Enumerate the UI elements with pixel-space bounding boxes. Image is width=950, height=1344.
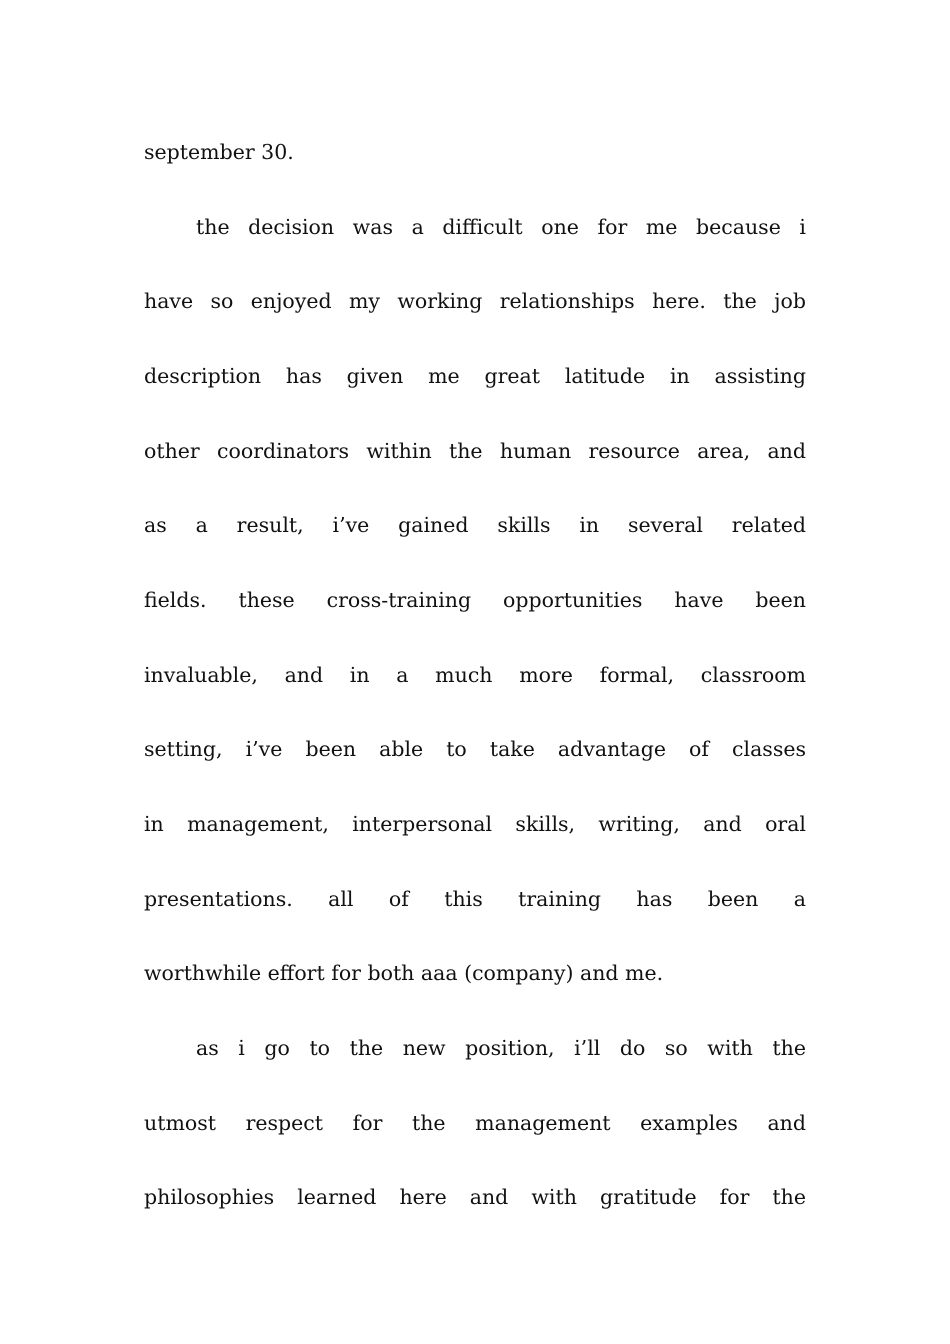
text-line: fields. these cross-training opportunities have been [144, 588, 806, 612]
text-line: description has given me great latitude in assisting [144, 364, 806, 388]
text-line: setting, i’ve been able to take advantage of classes [144, 737, 806, 761]
text-line: worthwhile effort for both aaa (company) and me. [144, 961, 664, 985]
text-line: philosophies learned here and with gratitude for the [144, 1185, 806, 1209]
text-line: as a result, i’ve gained skills in several related [144, 513, 806, 537]
text-line: september 30. [144, 140, 294, 164]
text-line: presentations. all of this training has been a [144, 887, 806, 911]
text-line: have so enjoyed my working relationships here. the job [144, 289, 806, 313]
text-line: as i go to the new position, i’ll do so with the [196, 1036, 806, 1060]
text-line: invaluable, and in a much more formal, classroom [144, 663, 806, 687]
text-line: the decision was a difficult one for me because i [196, 215, 806, 239]
text-line: utmost respect for the management examples and [144, 1111, 806, 1135]
text-line: in management, interpersonal skills, writing, and oral [144, 812, 806, 836]
text-line: other coordinators within the human resource area, and [144, 439, 806, 463]
